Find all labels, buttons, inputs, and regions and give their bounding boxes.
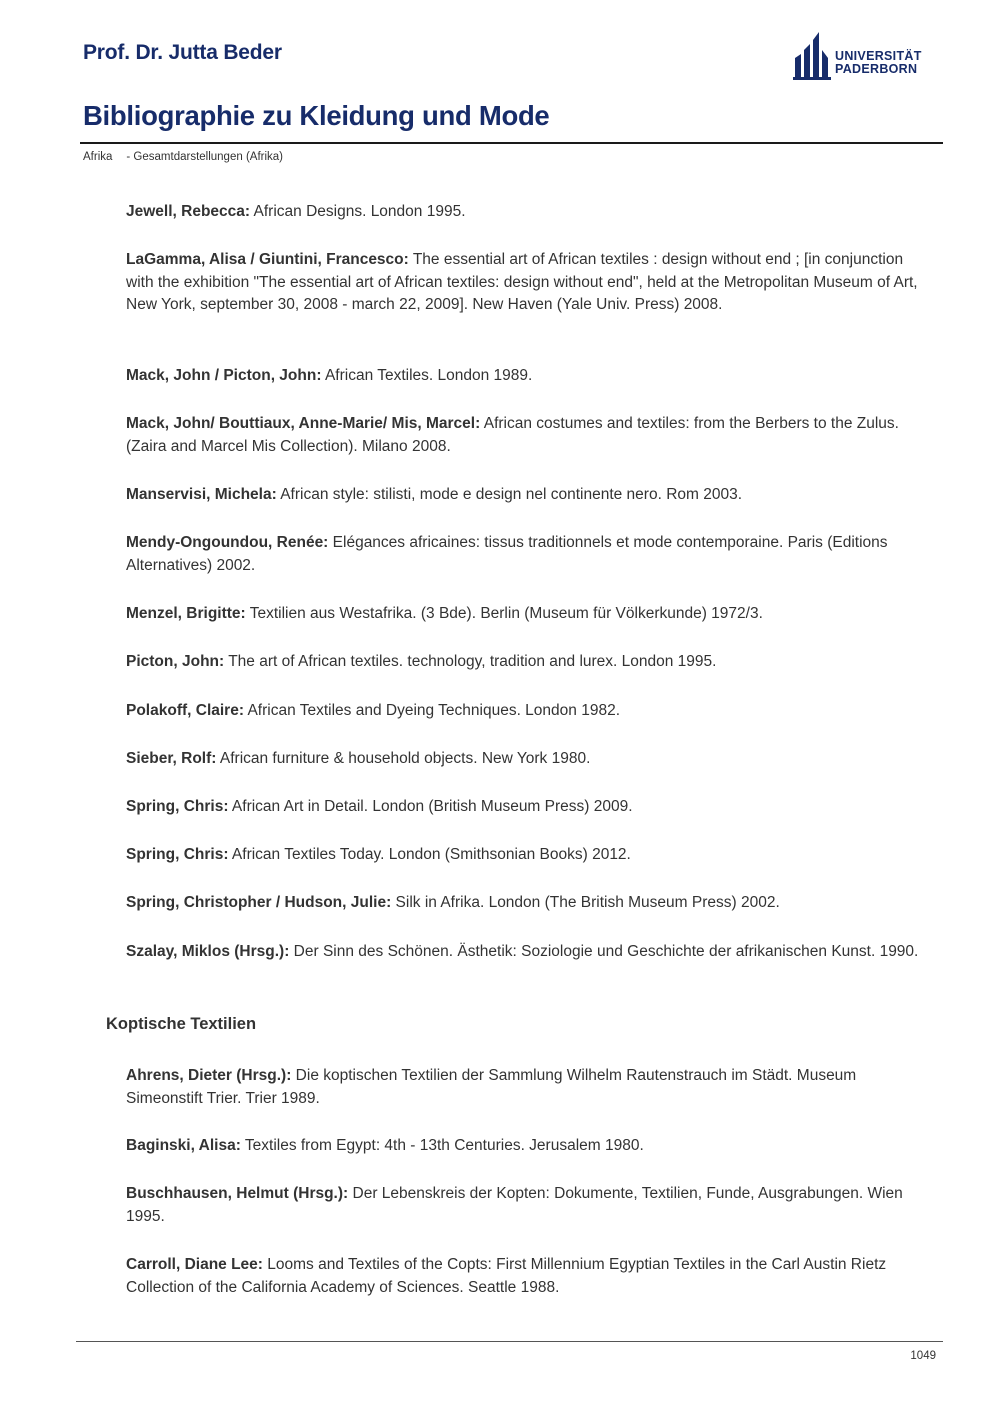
entry-author: Spring, Chris:	[126, 846, 229, 863]
entry-text: African Textiles and Dyeing Techniques. London 1982.	[244, 702, 620, 719]
entry-text: The essential art of African textiles : design without end ; [in conjunction with the exhibition "The essential art of African textiles: design without end", held at the Metropolitan Museum of Art, New York, september 30, 2008 - march 22, 2009]. New Haven (Yale Univ. Press) 2008.	[126, 251, 918, 313]
bibliography-entry	[126, 413, 926, 458]
bibliography-entry	[126, 892, 926, 915]
entry-author: Spring, Chris:	[126, 798, 229, 815]
bibliography-entry	[126, 1065, 926, 1110]
section-heading: Koptische Textilien	[106, 1015, 257, 1033]
header-divider	[80, 142, 943, 144]
bibliography-entry	[126, 484, 926, 507]
entry-author: Mendy-Ongoundou, Renée:	[126, 534, 329, 551]
entry-text: Die koptischen Textilien der Sammlung Wilhelm Rautenstrauch im Städt. Museum Simeonstift Trier. Trier 1989.	[126, 1067, 857, 1107]
entry-author: Polakoff, Claire:	[126, 702, 244, 719]
entry-text: African Art in Detail. London (British Museum Press) 2009.	[228, 798, 633, 815]
bibliography-entry	[126, 201, 926, 224]
bibliography-entry	[126, 532, 926, 577]
bibliography-entry	[126, 249, 926, 317]
entry-text: Der Lebenskreis der Kopten: Dokumente, Textilien, Funde, Ausgrabungen. Wien 1995.	[126, 1185, 903, 1225]
entry-author: Sieber, Rolf:	[126, 750, 217, 767]
entry-author: Baginski, Alisa:	[126, 1137, 241, 1154]
bibliography-entry	[126, 941, 926, 964]
breadcrumb-main: Afrika	[83, 151, 113, 163]
university-logo	[793, 32, 938, 80]
entry-author: Jewell, Rebecca:	[126, 203, 251, 220]
bibliography-entry	[126, 365, 926, 388]
entry-author: Szalay, Miklos (Hrsg.):	[126, 943, 290, 960]
entry-text: Elégances africaines: tissus traditionnels et mode contemporaine. Paris (Editions Alternatives) 2002.	[126, 534, 888, 574]
entry-text: African costumes and textiles: from the Berbers to the Zulus. (Zaira and Marcel Mis Collection). Milano 2008.	[126, 415, 899, 455]
bibliography-entry	[126, 651, 926, 674]
entry-author: Carroll, Diane Lee:	[126, 1256, 263, 1273]
entry-author: Spring, Christopher / Hudson, Julie:	[126, 894, 392, 911]
entry-author: LaGamma, Alisa / Giuntini, Francesco:	[126, 251, 409, 268]
university-logo-text	[835, 50, 922, 76]
breadcrumb-sub: - Gesamtdarstellungen (Afrika)	[126, 151, 283, 163]
entry-text: Der Sinn des Schönen. Ästhetik: Soziologie und Geschichte der afrikanischen Kunst. 1990.	[289, 943, 919, 960]
entry-author: Picton, John:	[126, 653, 225, 670]
entry-author: Mack, John/ Bouttiaux, Anne-Marie/ Mis, Marcel:	[126, 415, 481, 432]
page-author: Prof. Dr. Jutta Beder	[83, 41, 282, 64]
logo-line-2: PADERBORN	[835, 62, 918, 76]
bibliography-entry	[126, 796, 926, 819]
bibliography-entry	[126, 1254, 926, 1299]
entry-text: Looms and Textiles of the Copts: First Millennium Egyptian Textiles in the Carl Austin Rietz Collection of the California Academy of Sciences. Seattle 1988.	[126, 1256, 887, 1296]
entry-author: Menzel, Brigitte:	[126, 605, 246, 622]
entry-text: African style: stilisti, mode e design nel continente nero. Rom 2003.	[276, 486, 743, 503]
entry-text: African Designs. London 1995.	[250, 203, 466, 220]
document-title: Bibliographie zu Kleidung und Mode	[83, 100, 550, 131]
entry-author: Ahrens, Dieter (Hrsg.):	[126, 1067, 292, 1084]
bibliography-entry	[126, 1135, 926, 1158]
bibliography-entry	[126, 748, 926, 771]
entry-author: Buschhausen, Helmut (Hrsg.):	[126, 1185, 349, 1202]
entry-text: African furniture & household objects. New York 1980.	[216, 750, 591, 767]
entry-text: Textiles from Egypt: 4th - 13th Centuries. Jerusalem 1980.	[240, 1137, 644, 1154]
entry-text: Textilien aus Westafrika. (3 Bde). Berlin (Museum für Völkerkunde) 1972/3.	[245, 605, 763, 622]
logo-line-1: UNIVERSITÄT	[835, 49, 922, 63]
entry-text: African Textiles. London 1989.	[321, 367, 533, 384]
page-number: 1049	[910, 1350, 936, 1362]
bibliography-entry	[126, 844, 926, 867]
bibliography-entry	[126, 700, 926, 723]
breadcrumb	[83, 151, 283, 163]
entry-text: Silk in Afrika. London (The British Museum Press) 2002.	[391, 894, 780, 911]
entry-author: Mack, John / Picton, John:	[126, 367, 322, 384]
bibliography-entry	[126, 603, 926, 626]
footer-divider	[76, 1341, 943, 1342]
entry-author: Manservisi, Michela:	[126, 486, 277, 503]
bibliography-entry	[126, 1183, 926, 1228]
university-logo-icon	[793, 32, 833, 80]
entry-text: African Textiles Today. London (Smithsonian Books) 2012.	[228, 846, 631, 863]
entry-text: The art of African textiles. technology, tradition and lurex. London 1995.	[224, 653, 717, 670]
